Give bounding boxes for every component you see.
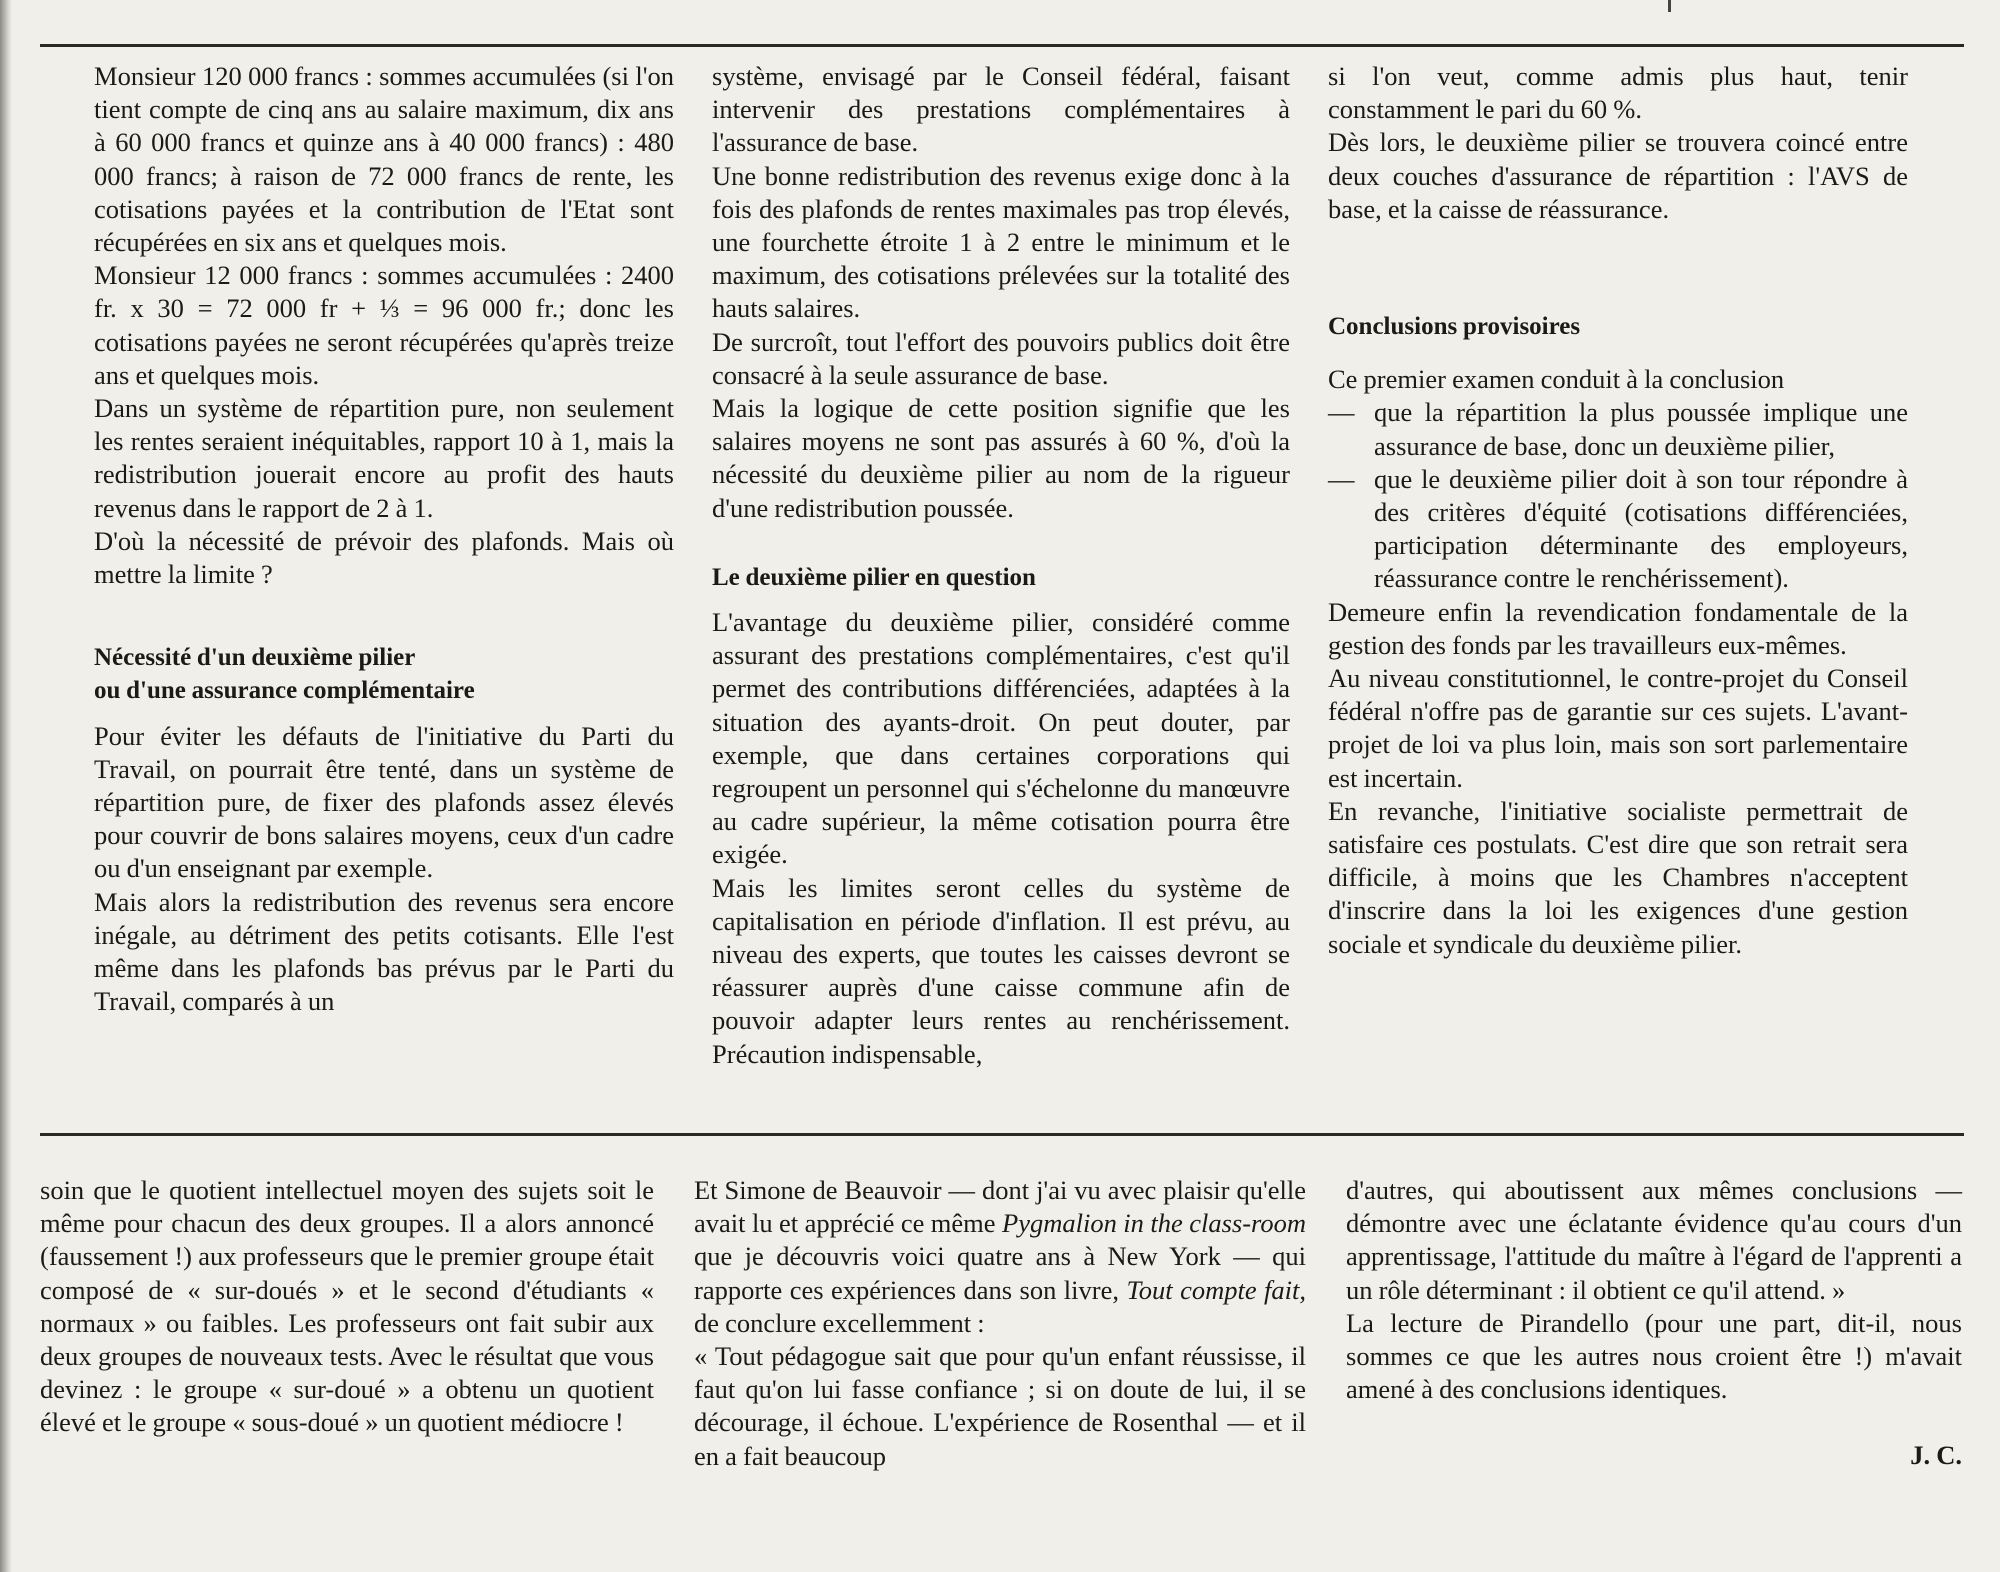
- list-item-text: que la répartition la plus poussée implique une assurance de base, donc un deuxième pilier,: [1374, 397, 1908, 461]
- bottom-column-1: [40, 1174, 654, 1440]
- dash-bullet: —: [1328, 463, 1355, 494]
- section-heading: [94, 641, 674, 707]
- box-column-2: [712, 60, 1290, 1071]
- spacer: [1328, 226, 1908, 310]
- box-column-1: [94, 60, 674, 1018]
- list-item-text: que le deuxième pilier doit à son tour répondre à des critères d'équité (cotisations différenciées, participation déterminante des employeurs, réassurance contre le renchérissement).: [1374, 463, 1908, 594]
- paragraph: système, envisagé par le Conseil fédéral, faisant intervenir des prestations complémentaires à l'assurance de base.: [712, 61, 1290, 158]
- paragraph: Mais alors la redistribution des revenus sera encore inégale, au détriment des petits cotisants. Elle l'est même dans les plafonds bas prévus par le Parti du Travail, comparés à un: [94, 886, 674, 1017]
- spacer: [712, 525, 1290, 561]
- text-run: de conclure excellemment :: [694, 1307, 985, 1338]
- paragraph: si l'on veut, comme admis plus haut, tenir constamment le pari du 60 %.: [1328, 61, 1908, 125]
- top-margin-mark: [1668, 0, 1671, 12]
- text-run: que je découvris voici quatre ans à New York — qui rapporte ces expériences dans son livre,: [694, 1241, 1306, 1305]
- paragraph: [694, 1174, 1306, 1340]
- paragraph: Au niveau constitutionnel, le contre-projet du Conseil fédéral n'offre pas de garantie sur ces sujets. L'avant-projet de loi va plus loin, mais son sort parlementaire est incertain.: [1328, 663, 1908, 793]
- paragraph: Dans un système de répartition pure, non seulement les rentes seraient inéquitables, rapport 10 à 1, mais la redistribution jouerait encore au profit des hauts revenus dans le rapport de 2 à 1.: [94, 393, 674, 523]
- paragraph: D'où la nécessité de prévoir des plafonds. Mais où mettre la limite ?: [94, 525, 674, 590]
- paragraph: Monsieur 12 000 francs : sommes accumulées : 2400 fr. x 30 = 72 000 fr + ⅓ = 96 000 fr.; donc les cotisations payées ne seront récupérées qu'après treize ans et quelques mois.: [94, 260, 674, 390]
- paragraph: Mais les limites seront celles du système de capitalisation en période d'inflation. Il est prévu, au niveau des experts, que toutes les caisses devront se réassurer auprès d'une caisse commune afin de pouvoir adapter leurs rentes au renchérissement. Précaution indispensable,: [712, 872, 1290, 1069]
- heading-line: ou d'une assurance complémentaire: [94, 677, 475, 705]
- box-column-3: [1328, 60, 1908, 961]
- paragraph: De surcroît, tout l'effort des pouvoirs publics doit être consacré à la seule assurance de base.: [712, 326, 1290, 390]
- bottom-column-3: [1346, 1174, 1962, 1473]
- paragraph: Une bonne redistribution des revenus exige donc à la fois des plafonds de rentes maximales pas trop élevés, une fourchette étroite 1 à 2 entre le minimum et le maximum, des cotisations prélevées sur la totalité des hauts salaires.: [712, 160, 1290, 324]
- paragraph: Dès lors, le deuxième pilier se trouvera coincé entre deux couches d'assurance de répartition : l'AVS de base, et la caisse de réassurance.: [1328, 127, 1908, 224]
- paragraph: d'autres, qui aboutissent aux mêmes conclusions — démontre avec une éclatante évidence qu'au cours d'un apprentissage, l'attitude du maître à l'égard de l'apprenti a un rôle déterminant : il obtient ce qu'il attend. »: [1346, 1175, 1962, 1305]
- list-item: [1328, 396, 1908, 462]
- spacer: [1328, 343, 1908, 363]
- book-title: Pygmalion in the class-room: [1002, 1208, 1306, 1239]
- page-edge-shadow: [0, 0, 12, 1572]
- spacer: [712, 594, 1290, 606]
- spacer: [94, 708, 674, 720]
- list-item: [1328, 463, 1908, 596]
- book-title: Tout compte fait,: [1126, 1274, 1307, 1305]
- text-run: Et Simone de Beauvoir — dont j'ai vu avec plaisir qu'elle avait lu et apprécié ce même: [694, 1175, 1306, 1239]
- paragraph: « Tout pédagogue sait que pour qu'un enfant réussisse, il faut qu'on lui fasse confiance ; si on doute de lui, il se décourage, il échoue. L'expérience de Rosenthal — et il en a fait beaucoup: [694, 1341, 1306, 1471]
- dash-bullet: —: [1328, 397, 1355, 428]
- paragraph: En revanche, l'initiative socialiste permettrait de satisfaire ces postulats. C'est dire que son retrait sera difficile, à moins que les Chambres n'acceptent d'inscrire dans la loi les exigences d'une gestion sociale et syndicale du deuxième pilier.: [1328, 795, 1908, 959]
- paragraph: soin que le quotient intellectuel moyen des sujets soit le même pour chacun des deux groupes. Il a alors annoncé (faussement !) aux professeurs que le premier groupe était composé de « sur-doués » et le second d'étudiants « normaux » ou faibles. Les professeurs ont fait subir aux deux groupes de nouveaux tests. Avec le résultat que vous devinez : le groupe « sur-doué » a obtenu un quotient élevé et le groupe « sous-doué » un quotient médiocre !: [40, 1175, 654, 1438]
- section-heading: Conclusions provisoires: [1328, 313, 1581, 341]
- section-heading: Le deuxième pilier en question: [712, 563, 1036, 591]
- paragraph: Pour éviter les défauts de l'initiative du Parti du Travail, on pourrait être tenté, dans un système de répartition pure, de fixer des plafonds assez élevés pour couvrir de bons salaires moyens, ceux d'un cadre ou d'un enseignant par exemple.: [94, 720, 674, 884]
- paragraph: L'avantage du deuxième pilier, considéré comme assurant des prestations complémentaires, c'est qu'il permet des contributions différenciées, adaptées à la situation des ayants-droit. On peut douter, par exemple, que dans certaines corporations qui regroupent un personnel qui s'échelonne du manœuvre au cadre supérieur, la même cotisation pourra être exigée.: [712, 607, 1290, 870]
- paragraph: Monsieur 120 000 francs : sommes accumulées (si l'on tient compte de cinq ans au salaire maximum, dix ans à 60 000 francs et quinze ans à 40 000 francs) : 480 000 francs; à raison de 72 000 francs de rente, les cotisations payées et la contribution de l'Etat sont récupérées en six ans et quelques mois.: [94, 61, 674, 258]
- spacer: [94, 591, 674, 641]
- author-signature: J. C.: [1910, 1440, 1962, 1471]
- heading-line: Nécessité d'un deuxième pilier: [94, 644, 416, 672]
- bottom-column-2: [694, 1174, 1306, 1473]
- paragraph: Demeure enfin la revendication fondamentale de la gestion des fonds par les travailleurs eux-mêmes.: [1328, 596, 1908, 660]
- paragraph: Ce premier examen conduit à la conclusion: [1328, 364, 1785, 395]
- paragraph: Mais la logique de cette position signifie que les salaires moyens ne sont pas assurés à 60 %, d'où la nécessité du deuxième pilier au nom de la rigueur d'une redistribution poussée.: [712, 393, 1290, 523]
- paragraph: La lecture de Pirandello (pour une part, dit-il, nous sommes ce que les autres nous croient être !) m'avait amené à des conclusions identiques.: [1346, 1307, 1962, 1405]
